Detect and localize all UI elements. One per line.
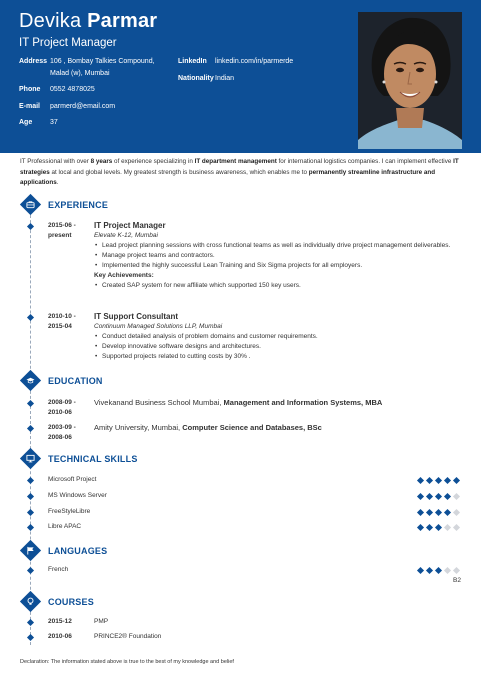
- nationality-label: Nationality: [178, 74, 214, 82]
- profile-photo-illustration: [358, 12, 462, 149]
- language-rating: [418, 568, 461, 573]
- rating-filled-icon: [444, 477, 451, 484]
- rating-empty-icon: [453, 493, 460, 500]
- skill-name: MS Windows Server: [48, 492, 107, 499]
- timeline-dot: [27, 509, 34, 516]
- summary-emphasis-2: IT department management: [194, 158, 277, 165]
- course-name: PRINCE2® Foundation: [94, 633, 162, 640]
- job-date-start: 2010-10 -: [48, 313, 76, 320]
- summary-text-4: at local and global levels. My greatest strength is business awareness, which enables me to: [49, 168, 309, 176]
- summary-text-5: .: [56, 179, 59, 186]
- rating-empty-icon: [444, 524, 451, 531]
- summary-text-1: IT Professional with over: [20, 158, 91, 165]
- education-date-start: 2008-09 -: [48, 399, 76, 406]
- job-bullet: • Supported projects related to cutting costs by 30% .: [94, 352, 454, 362]
- timeline-dot: [27, 567, 34, 574]
- phone-value: 0552 4878025: [50, 86, 95, 93]
- rating-filled-icon: [417, 567, 424, 574]
- timeline-dot: [27, 314, 34, 321]
- rating-filled-icon: [435, 509, 442, 516]
- rating-filled-icon: [453, 477, 460, 484]
- rating-filled-icon: [426, 509, 433, 516]
- age-value: 37: [50, 119, 58, 126]
- rating-empty-icon: [453, 524, 460, 531]
- email-value[interactable]: parmerd@email.com: [50, 102, 116, 110]
- job-entry: [94, 311, 454, 362]
- rating-filled-icon: [444, 493, 451, 500]
- job-bullets: [94, 241, 454, 271]
- rating-filled-icon: [444, 509, 451, 516]
- email-label: E-mail: [19, 102, 41, 110]
- phone-row: [19, 84, 170, 96]
- job-title: IT Project Manager: [94, 221, 166, 230]
- rating-filled-icon: [435, 493, 442, 500]
- course-name: PMP: [94, 618, 109, 625]
- rating-filled-icon: [417, 524, 424, 531]
- degree-name: Management and Information Systems, MBA: [223, 398, 383, 407]
- timeline-dot: [27, 493, 34, 500]
- rating-filled-icon: [426, 493, 433, 500]
- job-bullet: • Develop innovative software designs and architectures.: [94, 342, 454, 352]
- timeline-dot: [27, 634, 34, 641]
- rating-filled-icon: [426, 567, 433, 574]
- skill-name: Libre APAC: [48, 523, 82, 530]
- profile-photo: [358, 12, 462, 149]
- timeline-dot: [27, 524, 34, 531]
- timeline-dot: [27, 425, 34, 432]
- briefcase-icon: [20, 194, 41, 215]
- summary-text-2: of experience specializing in: [112, 158, 195, 165]
- summary-emphasis-1: 8 years: [90, 158, 113, 165]
- summary-text-3: for international logistics companies. I can implement effective: [276, 158, 454, 165]
- courses-heading: COURSES: [48, 597, 94, 607]
- job-date: [48, 312, 90, 332]
- rating-filled-icon: [426, 524, 433, 531]
- job-date: [48, 221, 90, 241]
- language-level: B2: [453, 577, 461, 584]
- age-label: Age: [19, 119, 33, 126]
- job-bullet: • Implemented the highly successful Lean Training and Six Sigma projects for all employers.: [94, 261, 454, 271]
- timeline-dot: [27, 619, 34, 626]
- address-value: 106 , Bombay Talkies Compound, Malad (w), Mumbai: [50, 58, 155, 77]
- job-bullet: • Lead project planning sessions with cross functional teams as well as individually drive project management deliverables.: [94, 241, 454, 251]
- nationality-row: [178, 73, 293, 85]
- school-name: Amity University, Mumbai,: [94, 423, 183, 432]
- rating-filled-icon: [435, 477, 442, 484]
- degree-name: Computer Science and Databases, BSc: [182, 423, 322, 432]
- flag-icon: [20, 540, 41, 561]
- timeline-dot: [27, 223, 34, 230]
- school-name: Vivekanand Business School Mumbai,: [94, 398, 224, 407]
- contact-info-right: [178, 56, 293, 89]
- rating-filled-icon: [417, 477, 424, 484]
- rating-filled-icon: [417, 493, 424, 500]
- education-date: [48, 423, 90, 443]
- job-date-end: 2015-04: [48, 323, 72, 330]
- contact-info-left: [19, 56, 170, 134]
- education-date: [48, 398, 90, 418]
- phone-label: Phone: [19, 86, 41, 93]
- summary-emphasis-4: permanently streamline infrastructure and applications: [20, 168, 436, 186]
- skill-rating: [418, 478, 461, 483]
- skill-rating: [418, 510, 461, 515]
- linkedin-row: [178, 56, 293, 68]
- skill-rating: [418, 525, 461, 530]
- summary-emphasis-3: IT strategies: [20, 158, 459, 176]
- key-achievements-heading: Key Achievements:: [94, 272, 154, 279]
- first-name: Devika: [19, 10, 82, 32]
- achievement-bullets: [94, 281, 454, 291]
- candidate-name: [19, 10, 157, 33]
- email-row: [19, 101, 170, 113]
- technical-skills-heading: TECHNICAL SKILLS: [48, 454, 138, 464]
- education-date-end: 2008-06: [48, 434, 72, 441]
- job-bullet: • Manage project teams and contractors.: [94, 251, 454, 261]
- job-date-start: 2015-06 -: [48, 222, 76, 229]
- age-row: [19, 117, 170, 129]
- job-entry: [94, 220, 454, 291]
- job-title: IT Project Manager: [19, 37, 117, 49]
- monitor-icon: [20, 448, 41, 469]
- address-label: Address: [19, 58, 48, 65]
- rating-empty-icon: [444, 567, 451, 574]
- education-entry: [94, 423, 322, 432]
- skill-name: FreeStyleLibre: [48, 508, 91, 515]
- job-bullet: • Conduct detailed analysis of problem domains and customer requirements.: [94, 332, 454, 342]
- education-date-end: 2010-06: [48, 409, 72, 416]
- rating-filled-icon: [435, 524, 442, 531]
- job-company: Continuum Managed Solutions LLP, Mumbai: [94, 323, 223, 330]
- course-date: 2015-12: [48, 618, 72, 625]
- education-entry: [94, 398, 382, 407]
- education-heading: EDUCATION: [48, 376, 103, 386]
- professional-summary: [20, 157, 462, 189]
- linkedin-value[interactable]: linkedin.com/in/parmerde: [215, 58, 294, 65]
- declaration-text: Declaration: The information stated above is true to the best of my knowledge and belief: [20, 659, 234, 665]
- course-date: 2010-06: [48, 633, 72, 640]
- address-row: [19, 56, 170, 79]
- lightbulb-icon: [20, 591, 41, 612]
- nationality-value: Indian: [215, 74, 235, 82]
- education-date-start: 2003-09 -: [48, 424, 76, 431]
- job-company: Elevate K-12, Mumbai: [94, 232, 158, 239]
- last-name: Parmar: [87, 10, 158, 32]
- job-title: IT Support Consultant: [94, 312, 178, 321]
- timeline-dot: [27, 477, 34, 484]
- language-name: French: [48, 566, 69, 573]
- rating-filled-icon: [435, 567, 442, 574]
- skill-name: Microsoft Project: [48, 476, 97, 483]
- skill-rating: [418, 494, 461, 499]
- rating-filled-icon: [426, 477, 433, 484]
- timeline-dot: [27, 400, 34, 407]
- achievement-bullet: • Created SAP system for new affiliate which supported 150 key users.: [94, 281, 454, 291]
- languages-heading: LANGUAGES: [48, 546, 108, 556]
- job-date-end: present: [48, 232, 72, 239]
- graduation-cap-icon: [20, 370, 41, 391]
- linkedin-label: LinkedIn: [178, 58, 207, 65]
- job-bullets: [94, 332, 454, 362]
- experience-heading: EXPERIENCE: [48, 200, 109, 210]
- rating-empty-icon: [453, 509, 460, 516]
- rating-empty-icon: [453, 567, 460, 574]
- rating-filled-icon: [417, 509, 424, 516]
- resume-header: [0, 0, 481, 153]
